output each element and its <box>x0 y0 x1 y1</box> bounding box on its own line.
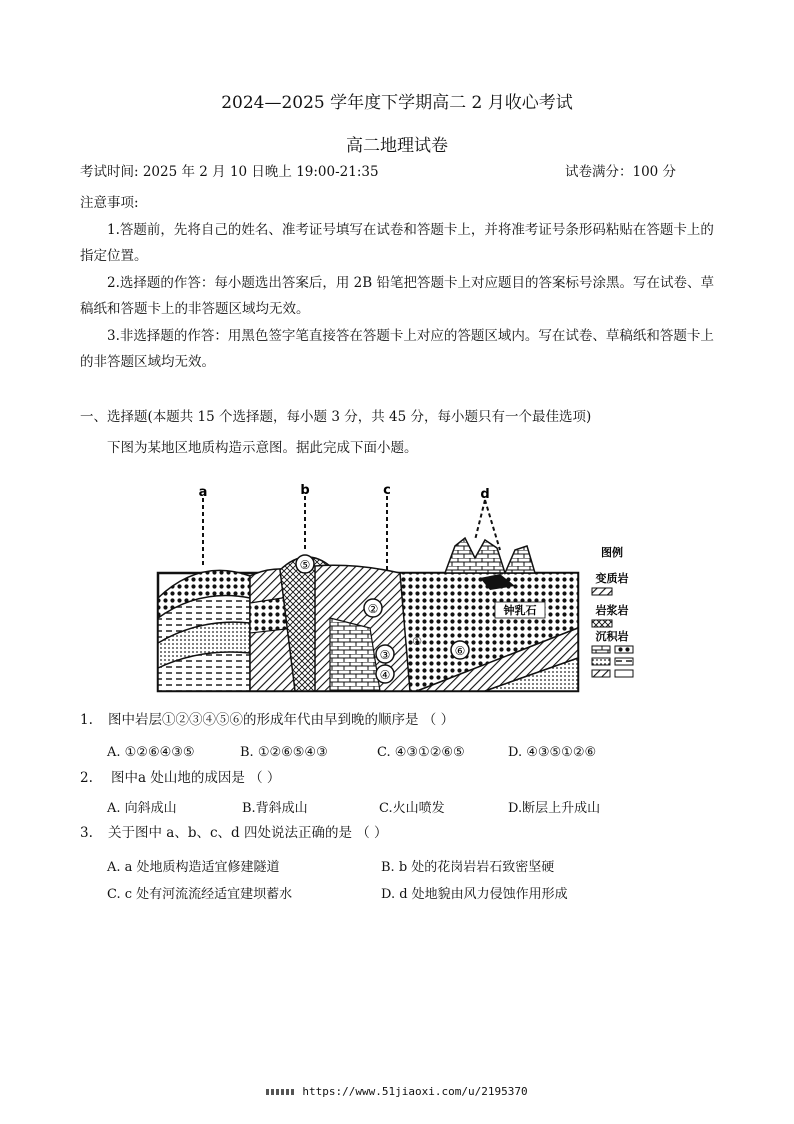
stalactite-label: 钟乳石 <box>503 604 537 617</box>
exam-subtitle: 高二地理试卷 <box>346 136 448 156</box>
layer-label-4: ④ <box>379 668 391 682</box>
question-2-stem: 图中a 处山地的成因是 （ ） <box>111 770 281 786</box>
question-3-option-b: B. b 处的花岗岩岩石致密坚硬 <box>381 860 555 875</box>
note-item-3: 3.非选择题的作答：用黑色签字笔直接答在答题卡上对应的答题区域内。写在试卷、草稿纸和答题卡上的非答题区域均无效。 <box>80 328 714 370</box>
question-1-number: 1. <box>80 712 93 728</box>
legend-igneous: 岩浆岩 <box>595 604 629 617</box>
question-1-option-d: D. ④③⑤①②⑥ <box>508 745 597 760</box>
question-2-number: 2. <box>80 770 93 786</box>
legend-metamorphic: 变质岩 <box>595 572 629 585</box>
point-label-a: a <box>198 485 208 500</box>
legend-title: 图例 <box>601 546 623 559</box>
footer <box>0 1085 794 1098</box>
question-1-option-c: C. ④③①②⑥⑤ <box>377 745 465 760</box>
question-1-option-a: A. ①②⑥④③⑤ <box>107 745 195 760</box>
question-1-stem: 图中岩层①②③④⑤⑥的形成年代由早到晚的顺序是 （ ） <box>108 712 455 728</box>
question-2-option-b: B.背斜成山 <box>242 801 308 816</box>
question-3-option-c: C. c 处有河流流经适宜建坝蓄水 <box>107 887 293 902</box>
layer-label-2: ② <box>367 602 379 616</box>
question-3-number: 3. <box>80 825 93 841</box>
section-intro: 下图为某地区地质构造示意图。据此完成下面小题。 <box>107 440 418 456</box>
footer-url[interactable]: https://www.51jiaoxi.com/u/2195370 <box>302 1085 528 1098</box>
question-2-option-a: A. 向斜成山 <box>107 801 177 816</box>
layer-label-5: ⑤ <box>299 558 311 572</box>
point-label-c: c <box>383 483 391 498</box>
exam-time: 考试时间: 2025 年 2 月 10 日晚上 19:00-21:35 <box>80 164 379 180</box>
layer-label-3: ③ <box>379 648 391 662</box>
question-1-option-b: B. ①②⑥⑤④③ <box>240 745 328 760</box>
note-item-1: 1.答题前，先将自己的姓名、准考证号填写在试卷和答题卡上，并将准考证号条形码粘贴在答题卡上的指定位置。 <box>80 222 714 264</box>
point-label-b: b <box>300 483 310 498</box>
question-3-stem: 关于图中 a、b、c、d 四处说法正确的是 （ ） <box>108 825 388 841</box>
question-3-option-a: A. a 处地质构造适宜修建隧道 <box>107 860 280 875</box>
layer-label-6: ⑥ <box>454 644 466 658</box>
question-2-option-d: D.断层上升成山 <box>508 801 601 816</box>
question-3-option-d: D. d 处地貌由风力侵蚀作用形成 <box>381 887 568 902</box>
notes-heading: 注意事项: <box>80 195 139 211</box>
legend-sedimentary: 沉积岩 <box>595 630 629 643</box>
note-item-2: 2.选择题的作答：每小题选出答案后，用 2B 铅笔把答题卡上对应题目的答案标号涂黑。写在试卷、草稿纸和答题卡上的非答题区域均无效。 <box>80 275 714 317</box>
point-label-d: d <box>480 487 490 502</box>
section-heading: 一、选择题(本题共 15 个选择题，每小题 3 分，共 45 分，每小题只有一个最佳选项) <box>80 409 592 425</box>
watermark-icon <box>266 1089 296 1095</box>
full-score: 试卷满分：100 分 <box>565 164 677 180</box>
geologic-structure-figure <box>155 478 640 698</box>
exam-title: 2024—2025 学年度下学期高二 2 月收心考试 <box>221 93 573 113</box>
question-2-option-c: C.火山喷发 <box>379 801 445 816</box>
layer-label-1: ① <box>412 635 422 648</box>
